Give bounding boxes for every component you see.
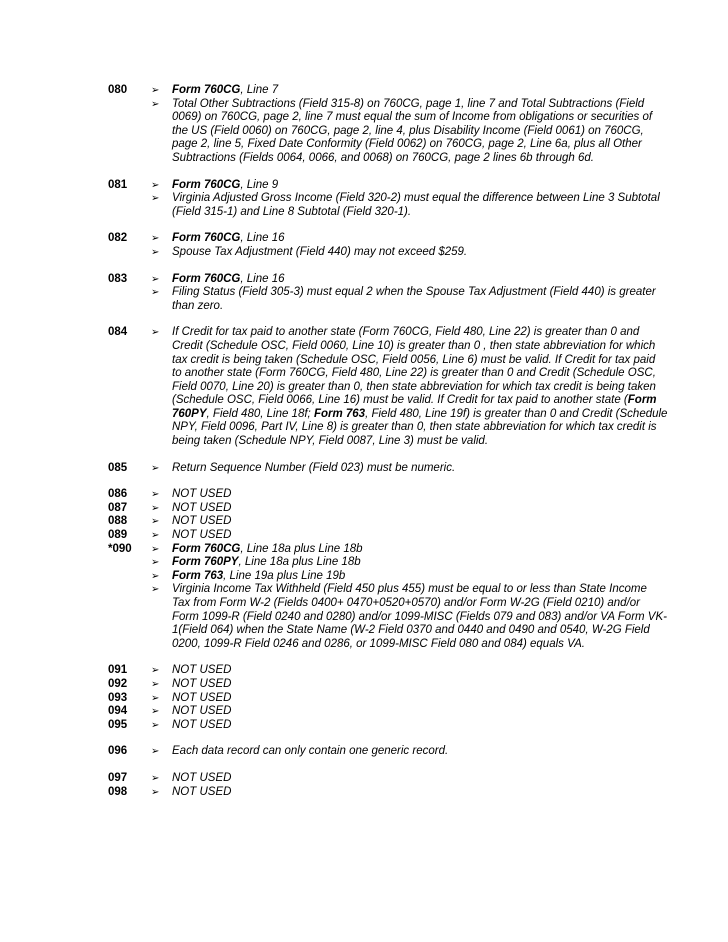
text-segment: NOT USED xyxy=(172,705,232,718)
rule-item-text xyxy=(172,678,668,692)
text-segment: NOT USED xyxy=(172,488,232,501)
rule-items xyxy=(151,543,668,652)
arrow-bullet-icon: ➢ xyxy=(151,179,160,191)
rule-item xyxy=(151,664,668,678)
rule-item-text xyxy=(172,583,668,651)
arrow-bullet-icon: ➢ xyxy=(151,719,160,731)
rule-code: 091 xyxy=(108,664,128,677)
rule-code: 096 xyxy=(108,745,128,758)
arrow-bullet-icon: ➢ xyxy=(151,543,160,555)
rule-row xyxy=(108,515,668,529)
text-segment: Virginia Adjusted Gross Income (Field 320-2) must equal the difference between Line 3 Subtotal (Field 315-1) and Line 8 Subtotal (Field 320-1). xyxy=(172,192,660,218)
rule-row xyxy=(108,326,668,448)
rule-item xyxy=(151,556,668,570)
rule-code: *090 xyxy=(108,542,132,555)
rule-row xyxy=(108,462,668,476)
rule-item xyxy=(151,179,668,193)
rule-item-text xyxy=(172,232,668,246)
rule-item-text xyxy=(172,529,668,543)
rule-code: 086 xyxy=(108,488,128,501)
text-segment: NOT USED xyxy=(172,718,232,731)
rule-row xyxy=(108,273,668,314)
rule-items xyxy=(151,692,668,706)
rule-row xyxy=(108,678,668,692)
text-segment: , Field 480, Line 18f; xyxy=(206,407,314,420)
rule-item xyxy=(151,692,668,706)
text-segment: , Field 480, Line 19f) is greater than 0 and Credit (Schedule NPY, Field 0096, Part IV, Line 8) is greater than 0, then state abbreviation for which tax credit is being taken (Schedule NPY, Field 0087, Line 3) must be valid. xyxy=(172,407,668,448)
rule-item-text xyxy=(172,705,668,719)
arrow-bullet-icon: ➢ xyxy=(151,489,160,501)
rule-item-text xyxy=(172,286,668,313)
rule-item-text xyxy=(172,179,668,193)
rule-code: 085 xyxy=(108,461,128,474)
form-name: Form 760PY xyxy=(172,394,657,420)
rule-items xyxy=(151,326,668,448)
rule-items xyxy=(151,772,668,786)
rule-code: 080 xyxy=(108,84,128,96)
rule-row xyxy=(108,705,668,719)
rule-code: 084 xyxy=(108,326,128,339)
arrow-bullet-icon: ➢ xyxy=(151,692,160,704)
rule-items xyxy=(151,273,668,314)
form-name: Form 760CG xyxy=(172,542,241,555)
text-segment: NOT USED xyxy=(172,664,232,677)
arrow-bullet-icon: ➢ xyxy=(151,772,160,784)
rule-item-text xyxy=(172,98,668,166)
rule-item xyxy=(151,98,668,166)
rule-item-text xyxy=(172,786,668,800)
rule-items xyxy=(151,462,668,476)
rule-item-text xyxy=(172,664,668,678)
rule-item-text xyxy=(172,745,668,759)
form-name: Form 763 xyxy=(313,407,366,420)
rule-row xyxy=(108,179,668,220)
text-segment: , Line 16 xyxy=(240,232,285,245)
rule-row xyxy=(108,664,668,678)
rule-item xyxy=(151,786,668,800)
text-segment: NOT USED xyxy=(172,677,232,690)
rule-code: 083 xyxy=(108,272,128,285)
arrow-bullet-icon: ➢ xyxy=(151,516,160,528)
rule-item xyxy=(151,529,668,543)
arrow-bullet-icon: ➢ xyxy=(151,678,160,690)
rule-row xyxy=(108,786,668,800)
arrow-bullet-icon: ➢ xyxy=(151,665,160,677)
text-segment: NOT USED xyxy=(172,501,232,514)
rule-item-text xyxy=(172,719,668,733)
rule-items xyxy=(151,719,668,733)
text-segment: Virginia Income Tax Withheld (Field 450 plus 455) must be equal to or less than State Income Tax from Form W-2 (Fields 0400+ 0470+0520+0570) and/or Form W-2G (Field 0210) and/or Form 1099-R (Field 0240 and 0280) and/or 1099-MISC (Fields 079 and 083) and/or VA Form VK-1(Field 064) when the State Name (W-2 Field 0370 and 0440 and 0490 and 0540, W-2G Field 0200, 1099-R Field 0246 and 0286, or 1099-MISC Field 080 and 084) equals VA. xyxy=(172,583,667,650)
arrow-bullet-icon: ➢ xyxy=(151,273,160,285)
arrow-bullet-icon: ➢ xyxy=(151,706,160,718)
rule-items xyxy=(151,488,668,502)
arrow-bullet-icon: ➢ xyxy=(151,584,160,596)
rule-item xyxy=(151,84,668,98)
rule-item-text xyxy=(172,273,668,287)
rule-item-text xyxy=(172,192,668,219)
rule-items xyxy=(151,502,668,516)
rule-row xyxy=(108,488,668,502)
rule-code: 089 xyxy=(108,529,128,542)
text-segment: Each data record can only contain one generic record. xyxy=(172,745,449,758)
rule-items xyxy=(151,705,668,719)
rule-items xyxy=(151,664,668,678)
arrow-bullet-icon: ➢ xyxy=(151,98,160,110)
arrow-bullet-icon: ➢ xyxy=(151,786,160,798)
rule-item xyxy=(151,326,668,448)
rule-item xyxy=(151,515,668,529)
rule-item xyxy=(151,462,668,476)
rule-item xyxy=(151,719,668,733)
rule-item-text xyxy=(172,543,668,557)
rule-item xyxy=(151,745,668,759)
arrow-bullet-icon: ➢ xyxy=(151,85,160,96)
validation-rules-document xyxy=(108,84,668,799)
text-segment: , Line 18a plus Line 18b xyxy=(238,556,361,569)
text-segment: Spouse Tax Adjustment (Field 440) may not exceed $259. xyxy=(172,245,468,258)
rule-item-text xyxy=(172,488,668,502)
rule-item-text xyxy=(172,772,668,786)
text-segment: If Credit for tax paid to another state (Form 760CG, Field 480, Line 22) is greater than 0 and Credit (Schedule OSC, Field 0060, Line 10) is greater than 0 , then state abbreviation for which tax credit is being taken (Schedule OSC, Field 0056, Line 6) must be valid. If Credit for tax paid to another state (Form 760CG, Field 480, Line 22) is greater than 0 and Credit (Schedule OSC, Field 0070, Line 20) is greater than 0, then state abbreviation for which tax credit is being taken (Schedule OSC, Field 0066, Line 16) must be valid. If Credit for tax paid to another state ( xyxy=(172,326,656,407)
arrow-bullet-icon: ➢ xyxy=(151,502,160,514)
form-name: Form 760CG xyxy=(172,232,241,245)
text-segment: NOT USED xyxy=(172,515,232,528)
arrow-bullet-icon: ➢ xyxy=(151,557,160,569)
text-segment: NOT USED xyxy=(172,771,232,784)
rule-item xyxy=(151,232,668,246)
rule-item-text xyxy=(172,84,668,98)
rule-row xyxy=(108,84,668,166)
rule-items xyxy=(151,786,668,800)
rule-item xyxy=(151,273,668,287)
form-name: Form 760PY xyxy=(172,556,239,569)
rule-row xyxy=(108,529,668,543)
rule-code: 082 xyxy=(108,232,128,245)
rule-items xyxy=(151,232,668,259)
rule-item-text xyxy=(172,515,668,529)
rule-item xyxy=(151,543,668,557)
rule-row xyxy=(108,543,668,652)
text-segment: , Line 7 xyxy=(240,84,279,96)
form-name: Form 763 xyxy=(172,569,224,582)
text-segment: Return Sequence Number (Field 023) must be numeric. xyxy=(172,461,456,474)
rule-items xyxy=(151,515,668,529)
form-name: Form 760CG xyxy=(172,84,241,96)
text-segment: Total Other Subtractions (Field 315-8) on 760CG, page 1, line 7 and Total Subtractions (Field 0069) on 760CG, page 2, line 7 must equal the sum of Income from obligations or securities of the US (Field 0060) on 760CG, page 2, line 4, plus Disability Income (Field 0061) on 760CG, page 2, line 5, Fixed Date Conformity (Field 0062) on 760CG, page 2, Line 6a, plus all Other Subtractions (Fields 0064, 0066, and 0068) on 760CG, page 2 lines 6b through 6d. xyxy=(172,97,653,164)
rule-item-text xyxy=(172,462,668,476)
rule-item xyxy=(151,583,668,651)
text-segment: Filing Status (Field 305-3) must equal 2 when the Spouse Tax Adjustment (Field 440) is greater than zero. xyxy=(172,286,656,312)
rule-item xyxy=(151,772,668,786)
rule-item xyxy=(151,192,668,219)
rule-item xyxy=(151,502,668,516)
rule-code: 081 xyxy=(108,178,128,191)
arrow-bullet-icon: ➢ xyxy=(151,530,160,542)
rule-item xyxy=(151,705,668,719)
text-segment: , Line 16 xyxy=(240,272,285,285)
arrow-bullet-icon: ➢ xyxy=(151,570,160,582)
rule-item xyxy=(151,570,668,584)
rule-item xyxy=(151,678,668,692)
text-segment: , Line 19a plus Line 19b xyxy=(223,569,346,582)
rule-row xyxy=(108,745,668,759)
arrow-bullet-icon: ➢ xyxy=(151,193,160,205)
text-segment: , Line 18a plus Line 18b xyxy=(240,542,363,555)
rule-items xyxy=(151,84,668,166)
rule-items xyxy=(151,745,668,759)
rule-row xyxy=(108,232,668,259)
rule-item-text xyxy=(172,556,668,570)
rule-row xyxy=(108,719,668,733)
rule-code: 098 xyxy=(108,785,128,798)
text-segment: , Line 9 xyxy=(240,178,279,191)
rule-item-text xyxy=(172,326,668,448)
arrow-bullet-icon: ➢ xyxy=(151,246,160,258)
rule-item xyxy=(151,286,668,313)
rule-row xyxy=(108,772,668,786)
rule-item-text xyxy=(172,502,668,516)
rule-item xyxy=(151,488,668,502)
arrow-bullet-icon: ➢ xyxy=(151,327,160,339)
rule-item-text xyxy=(172,570,668,584)
rule-row xyxy=(108,502,668,516)
form-name: Form 760CG xyxy=(172,178,241,191)
rule-item xyxy=(151,246,668,260)
rule-code: 094 xyxy=(108,705,128,718)
form-name: Form 760CG xyxy=(172,272,241,285)
arrow-bullet-icon: ➢ xyxy=(151,287,160,299)
rule-items xyxy=(151,529,668,543)
rule-code: 087 xyxy=(108,501,128,514)
rule-item-text xyxy=(172,692,668,706)
rule-code: 097 xyxy=(108,771,128,784)
arrow-bullet-icon: ➢ xyxy=(151,462,160,474)
rule-row xyxy=(108,692,668,706)
rule-code: 093 xyxy=(108,691,128,704)
rule-code: 092 xyxy=(108,677,128,690)
rule-code: 095 xyxy=(108,718,128,731)
rule-item-text xyxy=(172,246,668,260)
rule-code: 088 xyxy=(108,515,128,528)
rule-items xyxy=(151,179,668,220)
text-segment: NOT USED xyxy=(172,529,232,542)
text-segment: NOT USED xyxy=(172,785,232,798)
arrow-bullet-icon: ➢ xyxy=(151,746,160,758)
rule-items xyxy=(151,678,668,692)
arrow-bullet-icon: ➢ xyxy=(151,233,160,245)
text-segment: NOT USED xyxy=(172,691,232,704)
